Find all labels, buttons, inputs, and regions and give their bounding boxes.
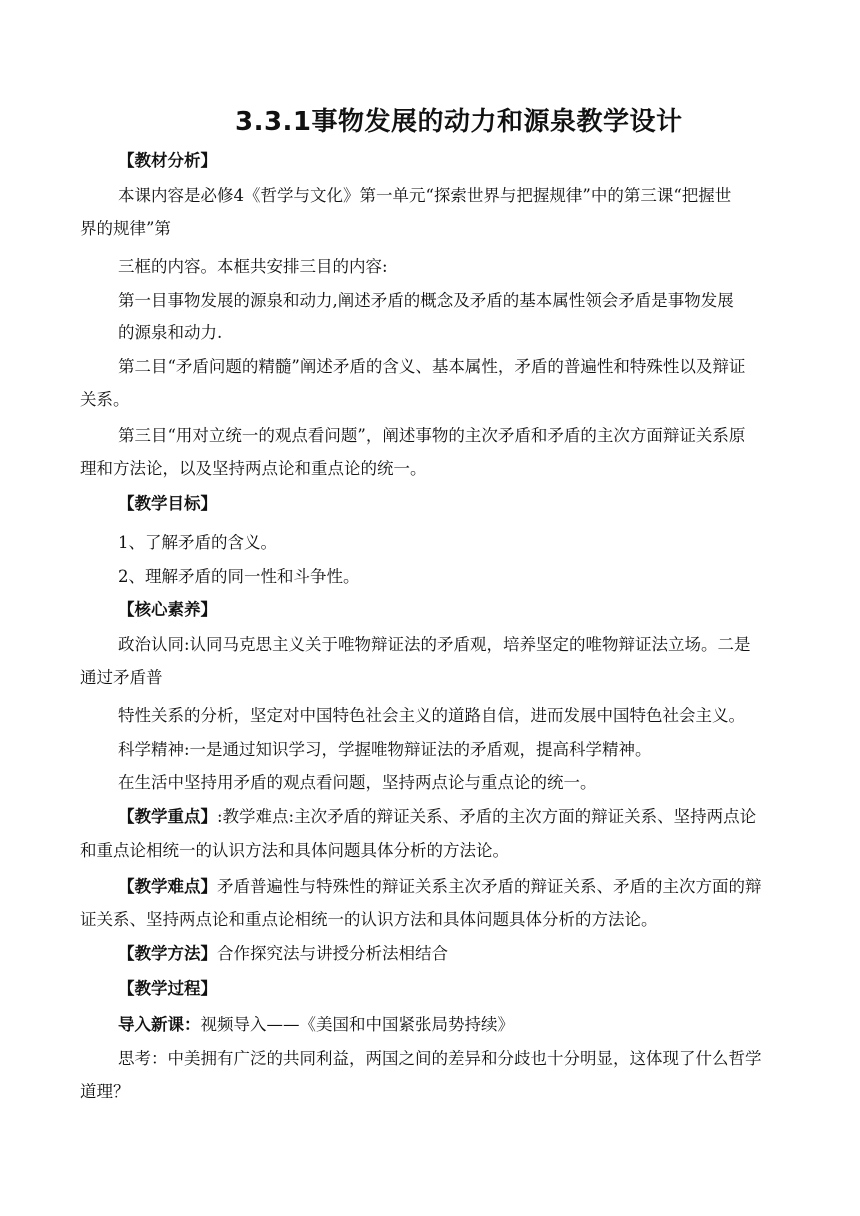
paragraph-line: 科学精神:一是通过知识学习，学握唯物辩证法的矛盾观，提高科学精神。 — [118, 740, 652, 759]
paragraph-line: 政治认同:认同马克思主义关于唯物辩证法的矛盾观，培养坚定的唯物辩证法立场。二是 — [118, 635, 751, 654]
paragraph-line: 证关系、坚持两点论和重点论相统一的认识方法和具体问题具体分析的方法论。 — [80, 910, 658, 929]
paragraph-line: 界的规律”第 — [80, 219, 171, 238]
paragraph-line: 在生活中坚持用矛盾的观点看问题，坚持两点论与重点论的统一。 — [118, 773, 597, 792]
paragraph-line: 和重点论相统一的认识方法和具体问题具体分析的方法论。 — [80, 841, 509, 860]
document-title: 3.3.1事物发展的动力和源泉教学设计 — [235, 107, 683, 137]
goal-item: 2、理解矛盾的同一性和斗争性。 — [118, 567, 360, 586]
paragraph-line: 第二目“矛盾问题的精髓”阐述矛盾的含义、基本属性，矛盾的普遍性和特殊性以及辩证 — [118, 357, 746, 376]
heading-process: 【教学过程】 — [118, 979, 217, 998]
intro-line — [118, 1015, 514, 1035]
paragraph-line: 关系。 — [80, 390, 130, 409]
methods-line — [118, 944, 448, 964]
key-points-text: :教学难点:主次矛盾的辩证关系、矛盾的主次方面的辩证关系、坚持两点论 — [217, 807, 757, 826]
paragraph-line: 通过矛盾普 — [80, 668, 163, 687]
methods-text: 合作探究法与讲授分析法相结合 — [217, 944, 448, 963]
heading-textbook-analysis: 【教材分析】 — [118, 151, 217, 170]
intro-label: 导入新课： — [118, 1015, 201, 1034]
goal-item: 1、了解矛盾的含义。 — [118, 533, 277, 552]
heading-methods: 【教学方法】 — [118, 944, 217, 963]
paragraph-line: 三框的内容。本框共安排三目的内容: — [118, 257, 388, 276]
paragraph-line: 本课内容是必修4《哲学与文化》第一单元“探索世界与把握规律”中的第三课“把握世 — [118, 186, 732, 205]
difficulties-line — [118, 877, 762, 897]
paragraph-line: 道理？ — [80, 1082, 130, 1101]
key-points-line — [118, 807, 756, 827]
heading-difficulties: 【教学难点】 — [118, 877, 217, 896]
paragraph-line: 第一目事物发展的源泉和动力,阐述矛盾的概念及矛盾的基本属性领会矛盾是事物发展 — [118, 291, 734, 310]
paragraph-line: 理和方法论，以及坚持两点论和重点论的统一。 — [80, 459, 427, 478]
paragraph-line: 思考：中美拥有广泛的共同利益，两国之间的差异和分歧也十分明显，这体现了什么哲学 — [118, 1049, 762, 1068]
heading-core-literacy: 【核心素养】 — [118, 600, 217, 619]
heading-key-points: 【教学重点】 — [118, 807, 217, 826]
intro-text: 视频导入——《美国和中国紧张局势持续》 — [200, 1015, 514, 1034]
heading-teaching-goals: 【教学目标】 — [118, 494, 217, 513]
difficulties-text: 矛盾普遍性与特殊性的辩证关系主次矛盾的辩证关系、矛盾的主次方面的辩 — [217, 877, 762, 896]
paragraph-line: 特性关系的分析，坚定对中国特色社会主义的道路自信，进而发展中国特色社会主义。 — [118, 706, 745, 725]
paragraph-line: 第三目“用对立统一的观点看问题”，阐述事物的主次矛盾和矛盾的主次方面辩证关系原 — [118, 426, 746, 445]
paragraph-line: 的源泉和动力. — [118, 323, 223, 342]
